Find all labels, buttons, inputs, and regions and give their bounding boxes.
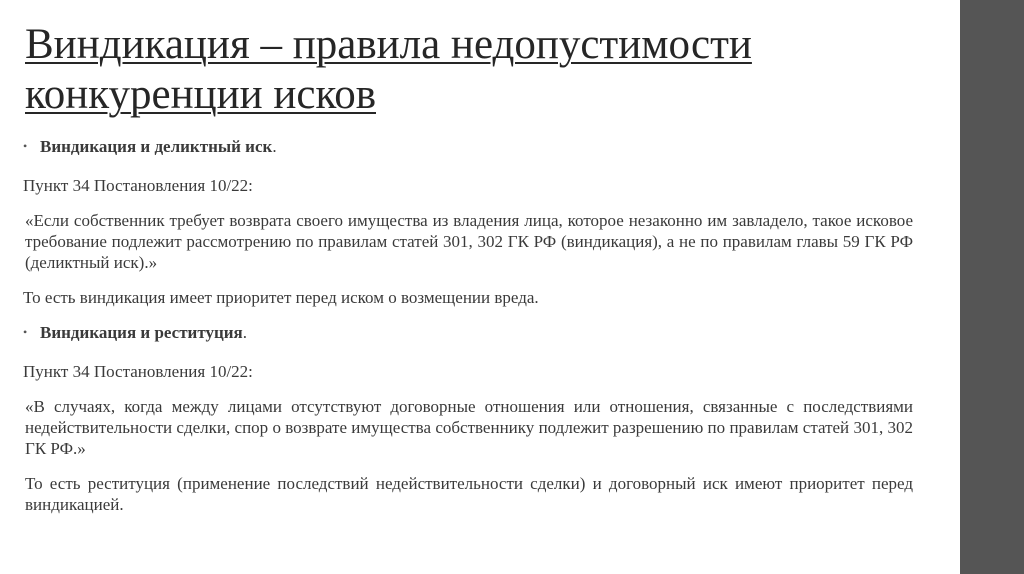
quote-paragraph: «В случаях, когда между лицами отсутствуют договорные отношения или отношения, связанные с последствиями недействительности сделки, спор о возврате имущества собственнику подлежит разрешению по правилам статей 301, 302 ГК РФ.» (25, 397, 913, 458)
conclusion-paragraph: То есть реституция (применение последствий недействительности сделки) и договорный иск имеют приоритет перед виндикацией. (25, 474, 913, 514)
source-reference: Пункт 34 Постановления 10/22: (23, 362, 253, 381)
quote-paragraph: «Если собственник требует возврата своего имущества из владения лица, которое незаконно им завладело, такое исковое требование подлежит рассмотрению по правилам статей 301, 302 ГК РФ (виндикация), а не по правилам главы 59 ГК РФ (деликтный иск).» (25, 211, 913, 272)
bullet-icon: • (23, 325, 28, 339)
heading-bold: Виндикация и реституция (40, 323, 243, 342)
heading-tail: . (242, 323, 248, 342)
heading-text (40, 322, 247, 343)
slide-title: Виндикация – правила недопустимости конкуренции исков (25, 21, 752, 118)
section-heading-vindication-restitution (23, 322, 913, 345)
heading-text (40, 136, 277, 157)
right-sidebar-bar (960, 0, 1024, 574)
bullet-icon: • (23, 139, 28, 153)
conclusion-paragraph: То есть виндикация имеет приоритет перед иском о возмещении вреда. (23, 288, 539, 307)
source-reference: Пункт 34 Постановления 10/22: (23, 176, 253, 195)
heading-tail: . (272, 137, 277, 156)
slide-content (23, 136, 913, 515)
section-heading-vindication-delict (23, 136, 913, 159)
heading-bold: Виндикация и деликтный иск (40, 137, 273, 156)
